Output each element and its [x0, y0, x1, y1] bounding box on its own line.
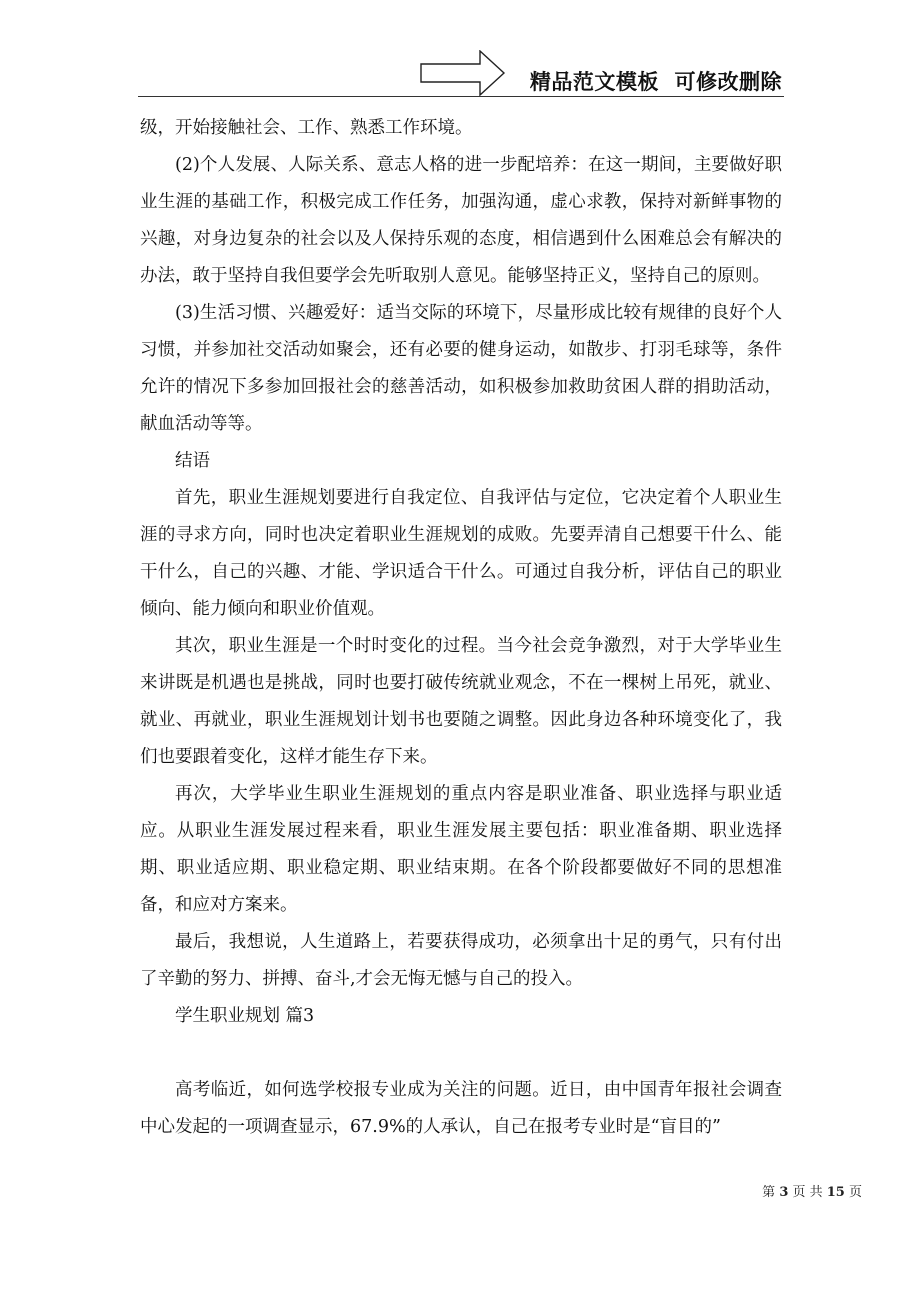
paragraph-secondly: 其次，职业生涯是一个时时变化的过程。当今社会竞争激烈，对于大学毕业生来讲既是机遇也是挑战，同时也要打破传统就业观念，不在一棵树上吊死，就业、就业、再就业，职业生涯规划计划书也要随之调整。因此身边各种环境变化了，我们也要跟着变化，这样才能生存下来。	[140, 636, 782, 767]
document-body	[140, 110, 782, 1146]
footer-suffix: 页	[844, 1185, 862, 1200]
paragraph-personal-development: (2)个人发展、人际关系、意志人格的进一步配培养：在这一期间，主要做好职业生涯的基础工作，积极完成工作任务，加强沟通，虚心求教，保持对新鲜事物的兴趣，对身边复杂的社会以及人保持乐观的态度，相信遇到什么困难总会有解决的办法，敢于坚持自我但要学会先听取别人意见。能够坚持正义，坚持自己的原则。	[140, 155, 782, 286]
page-footer	[762, 1181, 862, 1200]
paragraph-life-habits: (3)生活习惯、兴趣爱好：适当交际的环境下，尽量形成比较有规律的良好个人习惯，并参加社交活动如聚会，还有必要的健身运动，如散步、打羽毛球等，条件允许的情况下多参加回报社会的慈善活动，如积极参加救助贫困人群的捐助活动，献血活动等等。	[140, 303, 782, 434]
paragraph-finally: 最后，我想说，人生道路上，若要获得成功，必须拿出十足的勇气，只有付出了辛勤的努力、拼搏、奋斗,才会无悔无憾与自己的投入。	[140, 932, 782, 989]
right-arrow-icon	[420, 50, 506, 96]
header-title: 精品范文模板 可修改删除	[529, 70, 782, 94]
footer-middle: 页 共	[788, 1185, 827, 1200]
section-heading-conclusion: 结语	[175, 451, 210, 471]
footer-prefix: 第	[762, 1185, 780, 1200]
total-page-count: 15	[826, 1185, 845, 1200]
current-page-number: 3	[779, 1185, 789, 1200]
paragraph-exam-survey: 高考临近，如何选学校报专业成为关注的问题。近日，由中国青年报社会调查中心发起的一项调查显示，67.9%的人承认，自己在报考专业时是“盲目的”	[140, 1080, 782, 1137]
blank-line	[140, 1035, 782, 1072]
paragraph-thirdly: 再次，大学毕业生职业生涯规划的重点内容是职业准备、职业选择与职业适应。从职业生涯发展过程来看，职业生涯发展主要包括：职业准备期、职业选择期、职业适应期、职业稳定期、职业结束期。在各个阶段都要做好不同的思想准备，和应对方案来。	[140, 784, 782, 915]
page-header	[138, 46, 784, 98]
header-divider	[138, 96, 784, 97]
paragraph-firstly: 首先，职业生涯规划要进行自我定位、自我评估与定位，它决定着个人职业生涯的寻求方向，同时也决定着职业生涯规划的成败。先要弄清自己想要干什么、能干什么，自己的兴趣、才能、学识适合干什么。可通过自我分析，评估自己的职业倾向、能力倾向和职业价值观。	[140, 488, 782, 619]
paragraph-continuation: 级，开始接触社会、工作、熟悉工作环境。	[140, 118, 473, 138]
section-heading-part3: 学生职业规划 篇3	[175, 1006, 315, 1026]
